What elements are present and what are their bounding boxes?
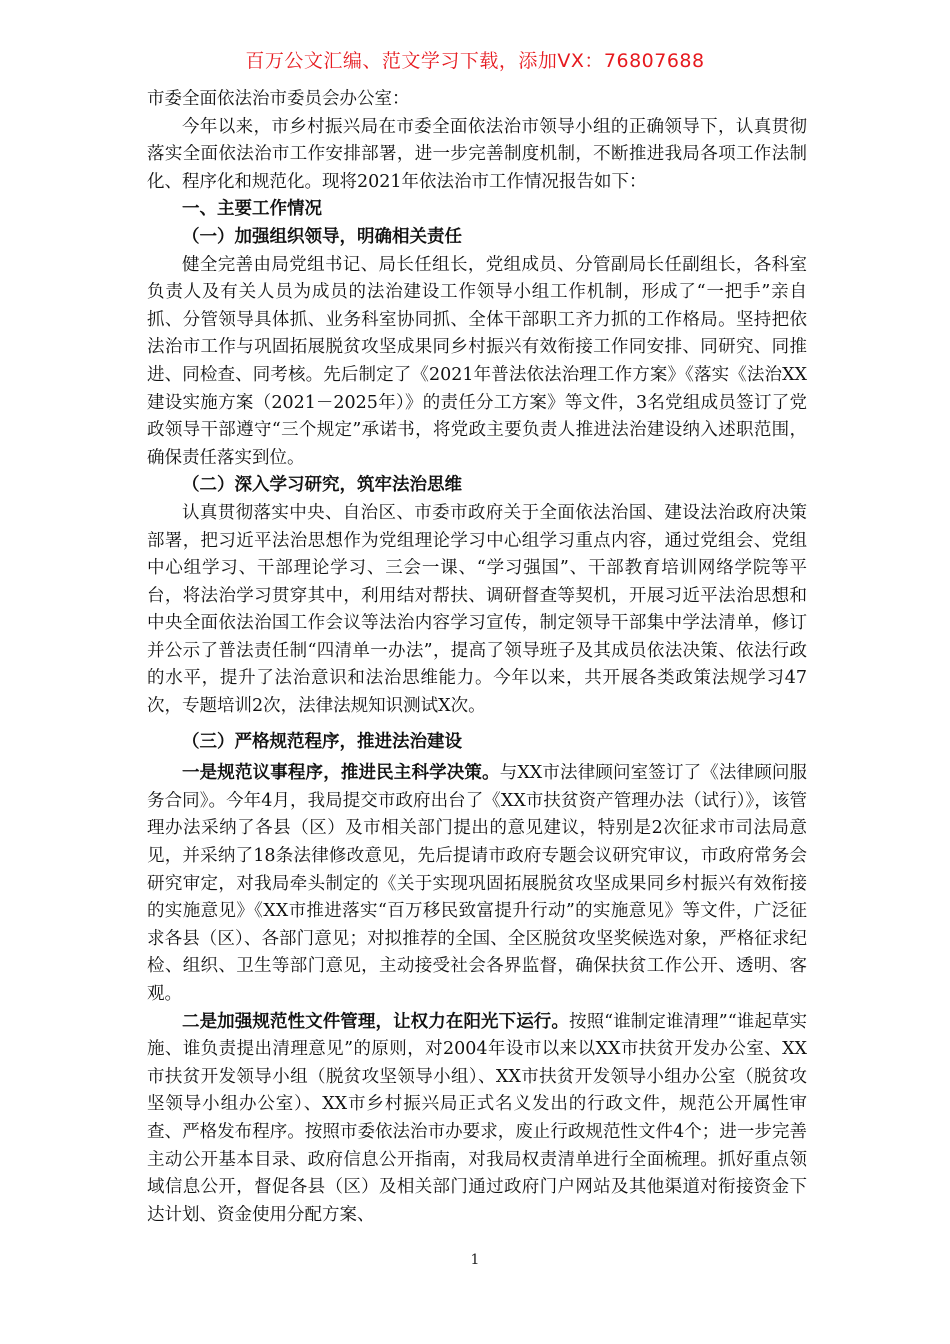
subsection-3-paragraph-2	[147, 1009, 807, 1230]
paragraph-text: 按照“谁制定谁清理”“谁起草实施、谁负责提出清理意见”的原则，对2004年设市以来以XX市扶贫开发办公室、XX市扶贫开发领导小组（脱贫攻坚领导小组）、XX市扶贫开发领导小组办公室（脱贫攻坚领导小组办公室）、XX市乡村振兴局正式名义发出的行政文件，规范公开属性审查、严格发布程序。按照市委依法治市办要求，废止行政规范性文件4个；进一步完善主动公开基本目录、政府信息公开指南，对我局权责清单进行全面梳理。抓好重点领域信息公开，督促各县（区）及相关部门通过政府门户网站及其他渠道对衔接资金下达计划、资金使用分配方案、	[147, 1011, 807, 1225]
paragraph-text: 与XX市法律顾问室签订了《法律顾问服务合同》。今年4月，我局提交市政府出台了《XX市扶贫资产管理办法（试行）》，该管理办法采纳了各县（区）及市相关部门提出的意见建议，特别是2次征求市司法局意见，并采纳了18条法律修改意见，先后提请市政府专题会议研究审议，市政府常务会研究审定，对我局牵头制定的《关于实现巩固拓展脱贫攻坚成果同乡村振兴有效衔接的实施意见》《XX市推进落实“百万移民致富提升行动”的实施意见》等文件，广泛征求各县（区）、各部门意见；对拟推荐的全国、全区脱贫攻坚奖候选对象，严格征求纪检、组织、卫生等部门意见，主动接受社会各界监督，确保扶贫工作公开、透明、客观。	[147, 763, 807, 1004]
page-number: 1	[470, 1252, 480, 1268]
subsection-heading-3: （三）严格规范程序，推进法治建设	[182, 731, 462, 752]
subsection-heading-1: （一）加强组织领导，明确相关责任	[182, 226, 462, 247]
addressee: 市委全面依法治市委员会办公室：	[147, 89, 410, 109]
paragraph-lead: 二是加强规范性文件管理，让权力在阳光下运行。	[182, 1011, 569, 1032]
paragraph-lead: 一是规范议事程序，推进民主科学决策。	[182, 763, 500, 784]
download-banner: 百万公文汇编、范文学习下载，添加VX：76807688	[245, 50, 705, 72]
subsection-1-body: 健全完善由局党组书记、局长任组长，党组成员、分管副局长任副组长，各科室负责人及有关人员为成员的法治建设工作领导小组工作机制，形成了“一把手”亲自抓、分管领导具体抓、业务科室协同抓、全体干部职工齐力抓的工作格局。坚持把依法治市工作与巩固拓展脱贫攻坚成果同乡村振兴有效衔接工作同安排、同研究、同推进、同检查、同考核。先后制定了《2021年普法依法治理工作方案》《落实《法治XX建设实施方案（2021－2025年）》的责任分工方案》等文件，3名党组成员签订了党政领导干部遵守“三个规定”承诺书，将党政主要负责人推进法治建设纳入述职范围，确保责任落实到位。	[147, 254, 807, 468]
subsection-3-paragraph-1	[147, 760, 807, 1008]
section-heading-1: 一、主要工作情况	[182, 199, 322, 220]
subsection-heading-2: （二）深入学习研究，筑牢法治思维	[182, 475, 462, 496]
subsection-2-body: 认真贯彻落实中央、自治区、市委市政府关于全面依法治国、建设法治政府决策部署，把习近平法治思想作为党组理论学习中心组学习重点内容，通过党组会、党组中心组学习、干部理论学习、三会一课、“学习强国”、干部教育培训网络学院等平台，将法治学习贯穿其中，利用结对帮扶、调研督查等契机，开展习近平法治思想和中央全面依法治国工作会议等法治内容学习宣传，制定领导干部集中学法清单，修订并公示了普法责任制“四清单一办法”，提高了领导班子及其成员依法决策、依法行政的水平，提升了法治意识和法治思维能力。今年以来，共开展各类政策法规学习47次，专题培训2次，法律法规知识测试X次。	[147, 502, 807, 717]
document-body	[147, 86, 807, 1229]
intro-paragraph: 今年以来，市乡村振兴局在市委全面依法治市领导小组的正确领导下，认真贯彻落实全面依法治市工作安排部署，进一步完善制度机制，不断推进我局各项工作法制化、程序化和规范化。现将2021年依法治市工作情况报告如下：	[147, 116, 807, 192]
